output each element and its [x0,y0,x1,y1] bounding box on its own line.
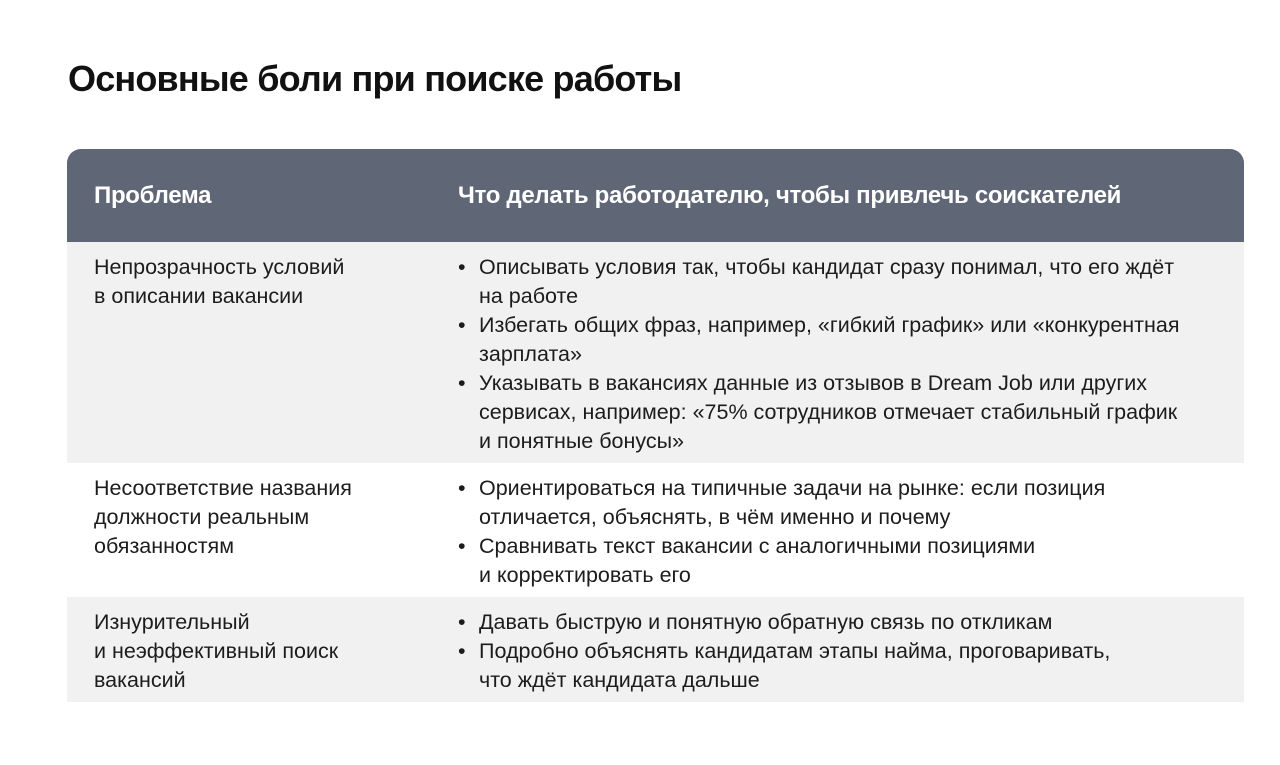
list-item: • Подробно объяснять кандидатам этапы найма, проговаривать, что ждёт кандидата дальше [458,637,1232,695]
problem-text: Несоответствие названия должности реальным обязанностям [94,476,352,558]
table-row [67,463,1244,597]
page-title: Основные боли при поиске работы [68,58,682,99]
list-item: • Описывать условия так, чтобы кандидат сразу понимал, что его ждёт на работе [458,253,1232,311]
action-list [458,608,1232,695]
action-list [458,474,1232,590]
problem-cell [67,597,431,702]
problem-text: Изнурительный и неэффективный поиск вакансий [94,610,339,692]
problem-cell [67,463,431,597]
problem-cell [67,242,431,463]
action-cell [431,242,1244,463]
table-row [67,597,1244,702]
action-cell [431,597,1244,702]
problem-text: Непрозрачность условий в описании вакансии [94,255,345,308]
list-item: • Избегать общих фраз, например, «гибкий график» или «конкурентная зарплата» [458,311,1232,369]
table-header [67,149,1244,242]
list-item: • Давать быструю и понятную обратную связь по откликам [458,608,1232,637]
pain-points-table [67,149,1244,702]
list-item: • Сравнивать текст вакансии с аналогичными позициями и корректировать его [458,532,1232,590]
action-list [458,253,1232,456]
action-cell [431,463,1244,597]
table-row [67,242,1244,463]
list-item: • Ориентироваться на типичные задачи на рынке: если позиция отличается, объяснять, в чём именно и почему [458,474,1232,532]
list-item: • Указывать в вакансиях данные из отзывов в Dream Job или других сервисах, например: «75% сотрудников отмечает стабильный график и понятные бонусы» [458,369,1232,456]
header-action: Что делать работодателю, чтобы привлечь соискателей [458,181,1122,209]
header-problem: Проблема [94,181,212,209]
